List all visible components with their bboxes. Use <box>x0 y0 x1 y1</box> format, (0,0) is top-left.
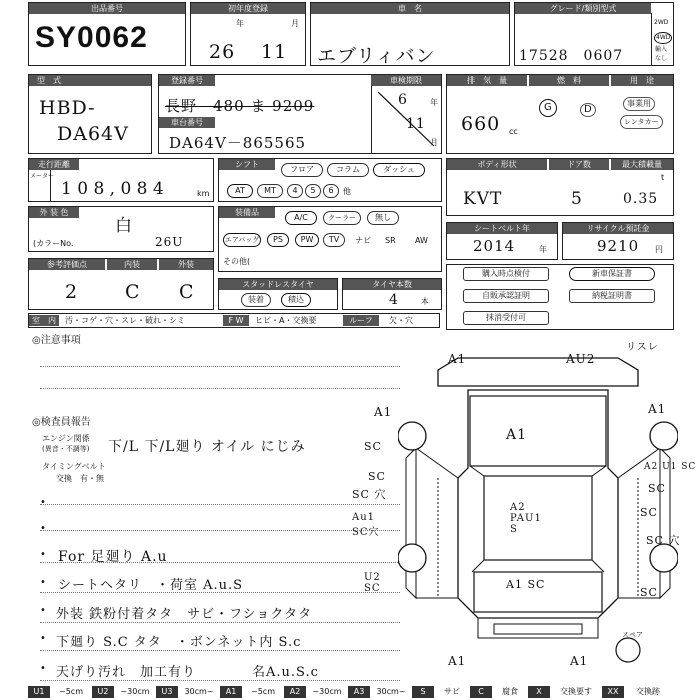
roof-panel <box>470 396 606 466</box>
studless-box <box>218 278 338 310</box>
legend-val-u2: ~30cm <box>114 686 156 698</box>
inspector-report-label: ◎検査員報告 <box>32 417 91 428</box>
studless-fitted: 装着 <box>241 293 271 307</box>
mileage-box <box>28 158 214 202</box>
shift-4: 4 <box>287 184 303 198</box>
roof-label: ルーフ <box>343 315 379 326</box>
meter-label: メーター <box>30 173 55 180</box>
doc-tax-certificate: 納税証明書 <box>569 289 655 303</box>
equip-tv: TV <box>323 233 345 247</box>
legend-val-a1: ~5cm <box>242 686 284 698</box>
drive-flags <box>651 13 673 65</box>
interior-bar-label: 室 内 <box>29 315 59 326</box>
first-reg-month: 11 <box>261 41 288 63</box>
body-type-value: KVT <box>463 189 503 209</box>
body-box <box>446 158 674 216</box>
inspection-month-label: 月 <box>430 138 438 147</box>
recycle-box <box>562 222 674 260</box>
mark-rear-left: A1 <box>374 405 393 419</box>
equipment-label: 装備品 <box>219 207 275 218</box>
mark-right-1: A2 U1 SC <box>644 462 697 472</box>
doc-dealer-approval: 自販承認証明 <box>463 289 549 303</box>
model-label: 型 式 <box>29 75 151 86</box>
fw-items: ヒビ・A・交換要 <box>255 316 317 325</box>
inspection-year-label: 年 <box>430 98 438 107</box>
exterior-grade-label: 外装 <box>159 259 213 270</box>
mark-center: A2 PAU1 S <box>510 502 542 535</box>
note-line-2: シートヘタリ ・荷室 A.u.S <box>58 578 244 593</box>
equip-ps: PS <box>267 233 289 247</box>
legend-val-c: 腐食 <box>492 686 528 698</box>
registration-box <box>158 74 442 154</box>
wheel-rear-left <box>398 422 426 450</box>
load-unit: t <box>661 173 665 182</box>
seatbelt-value: 2014 <box>473 237 516 255</box>
legend-val-xx: 交換跡 <box>624 686 672 698</box>
model-value-line1: HBD- <box>39 97 96 119</box>
legend-key-c: C <box>470 686 492 698</box>
note-line-0a <box>40 504 400 505</box>
legend-key-s: S <box>412 686 434 698</box>
usage-rental: レンタカー <box>620 115 663 129</box>
seatbelt-box <box>446 222 558 260</box>
mark-right-2: SC <box>648 482 666 495</box>
shift-mt: MT <box>257 184 283 198</box>
note-rule-2 <box>40 592 400 593</box>
legend-val-a3: 30cm~ <box>370 686 412 698</box>
studless-label: スタッドレスタイヤ <box>219 279 337 290</box>
legend-key-xx: XX <box>602 686 624 698</box>
tire-count-value: 4 <box>389 292 399 308</box>
grade-label: グレード/類別型式 <box>515 3 651 14</box>
spare-label: スペア <box>622 631 643 639</box>
recycle-value: 9210 <box>597 237 640 255</box>
mark-top-left: A1 <box>448 352 467 366</box>
equip-other-label: その他( <box>223 257 251 266</box>
shift-at: AT <box>227 184 253 198</box>
load-value: 0.35 <box>623 191 659 207</box>
displacement-unit: cc <box>509 127 518 136</box>
shift-dash: ダッシュ <box>373 163 425 177</box>
equip-sr: SR <box>385 236 396 245</box>
equip-aw: AW <box>415 236 428 245</box>
seatbelt-label: シートベルト年 <box>447 223 557 234</box>
legend-key-a2: A2 <box>284 686 306 698</box>
legend-key-u2: U2 <box>92 686 114 698</box>
exterior-grade-value: C <box>179 281 195 303</box>
equip-pw: PW <box>295 233 319 247</box>
note-rule-3 <box>40 622 400 623</box>
front-bumper <box>478 618 598 638</box>
fw-label: F W <box>223 315 249 326</box>
doc-deregistration: 抹消受付可 <box>463 311 549 325</box>
usage-label: 用 途 <box>611 75 673 86</box>
equip-cooler: クーラー <box>323 211 361 225</box>
mark-left-5: U2 SC <box>364 572 381 594</box>
equipment-box <box>218 206 442 272</box>
documents-area <box>446 264 674 330</box>
legend-val-x: 交換要す <box>550 686 602 698</box>
load-label: 最大積載量 <box>611 159 673 170</box>
bullet-1: • <box>40 497 46 508</box>
caution-line-2 <box>40 388 400 389</box>
meter-label-box <box>29 170 55 201</box>
mark-left-4: Au1 SC穴 <box>352 512 380 538</box>
spare-tire <box>616 638 640 662</box>
displacement-value: 660 <box>461 113 501 135</box>
note-rule-1 <box>40 562 400 563</box>
fuel-label: 燃 料 <box>529 75 609 86</box>
color-label: 外 装 色 <box>29 207 79 218</box>
left-side <box>406 448 416 598</box>
car-top-outline <box>438 358 638 386</box>
first-reg-year: 26 <box>209 41 236 63</box>
color-code-value: 26U <box>155 235 184 249</box>
legend-key-a3: A3 <box>348 686 370 698</box>
inspection-year: 6 <box>398 92 408 108</box>
roof-items: 欠・穴 <box>389 316 413 325</box>
shift-5: 5 <box>305 184 321 198</box>
legend-bar <box>28 686 674 698</box>
caution-label: ◎注意事項 <box>32 335 81 346</box>
color-value: 白 <box>115 216 133 236</box>
studless-loaded: 積込 <box>281 293 311 307</box>
doc-purchase-inspection: 購入時点検付 <box>463 267 549 281</box>
mark-bottom-left: A1 <box>448 654 467 668</box>
wheel-rear-right <box>650 422 678 450</box>
legend-val-a2: ~30cm <box>306 686 348 698</box>
shift-box <box>218 158 442 202</box>
lot-number-label: 出品番号 <box>29 3 185 14</box>
mark-front-center: A1 SC <box>506 578 546 591</box>
legend-val-u3: 30cm~ <box>178 686 220 698</box>
timing-belt-label: タイミングベルト <box>42 462 106 471</box>
shift-floor: フロア <box>281 163 323 177</box>
grade-value: 17528 0607 <box>519 48 624 64</box>
legend-val-s: サビ <box>434 686 470 698</box>
mark-roof: A1 <box>506 427 528 443</box>
legend-key-u3: U3 <box>156 686 178 698</box>
bullet-2: • <box>40 523 46 534</box>
interior-bar-items: 汚・コゲ・穴・スレ・破れ・シミ <box>65 316 185 325</box>
shift-6: 6 <box>323 184 339 198</box>
seatbelt-unit: 年 <box>539 245 547 254</box>
flag-2wd: 2WD <box>654 19 669 26</box>
first-reg-label: 初年度登録 <box>191 3 305 14</box>
engine-note: 下/L 下/L廻り オイル にじみ <box>108 439 306 455</box>
note-line-4: 下廻り S.C タタ ・ボンネット内 S.c <box>56 635 302 650</box>
bullet-3: • <box>40 549 46 560</box>
caution-line-1 <box>40 366 400 367</box>
shift-label: シフト <box>219 159 275 170</box>
note-rule-5 <box>40 680 400 681</box>
reg-value: 長野 480 ま 9209 <box>165 97 315 115</box>
timing-belt-sub: 交換 有・無 <box>56 474 104 483</box>
mileage-unit: km <box>197 189 210 198</box>
reg-label: 登録番号 <box>159 75 215 86</box>
legend-key-a1: A1 <box>220 686 242 698</box>
equip-none: 無し <box>367 211 399 225</box>
car-name: エブリィバン <box>317 45 436 67</box>
mileage-label: 走行距離 <box>29 159 79 170</box>
flag-import: 輸入 <box>655 46 668 53</box>
mark-top-right-note: リスレ <box>626 342 659 353</box>
mileage-value: 1 0 8 , 0 8 4 <box>61 179 164 199</box>
mark-right-3: SC <box>640 506 658 519</box>
engine-note-sub: (異音・不調等) <box>42 445 90 453</box>
interior-grade-value: C <box>125 281 141 303</box>
car-name-box <box>310 2 510 66</box>
inspection-label: 車検期限 <box>371 75 441 86</box>
mark-bottom-right: A1 <box>570 654 589 668</box>
mark-left-3: SC 穴 <box>352 488 387 501</box>
color-box <box>28 206 214 252</box>
chassis-value: DA64V－865565 <box>169 134 307 152</box>
bullet-4: • <box>40 577 46 588</box>
lot-number: SY0062 <box>35 21 148 54</box>
legend-val-u1: ~5cm <box>50 686 92 698</box>
bullet-5: • <box>40 605 46 616</box>
doors-label: ドア数 <box>549 159 609 170</box>
inspection-month: 11 <box>406 116 426 132</box>
bullet-6: • <box>40 633 46 644</box>
tire-count-unit: 本 <box>421 297 429 306</box>
body-type-label: ボディ形状 <box>447 159 547 170</box>
equip-navi: ナビ <box>355 236 371 245</box>
doc-warranty: 新車保証書 <box>569 267 655 281</box>
car-name-label: 車 名 <box>311 3 509 14</box>
grades-box <box>28 258 214 310</box>
note-rule-4 <box>40 650 400 651</box>
fuel-d: D <box>580 103 596 117</box>
tire-count-box <box>342 278 442 310</box>
legend-key-u1: U1 <box>28 686 50 698</box>
engine-box <box>446 74 674 154</box>
displacement-label: 排 気 量 <box>447 75 527 86</box>
note-line-3: 外装 鉄粉付着タタ サビ・フショクタタ <box>56 607 313 622</box>
mark-right-4: SC 穴 <box>646 534 681 547</box>
recycle-unit: 円 <box>655 245 663 254</box>
equip-ac: A/C <box>285 211 317 225</box>
first-reg-month-label: 月 <box>291 19 299 28</box>
engine-note-label: エンジン関係 <box>42 434 90 443</box>
mark-left-2: SC <box>368 470 386 483</box>
equip-airbag: エアバッグ <box>223 233 261 247</box>
model-box <box>28 74 152 154</box>
note-line-5: 天げり汚れ 加工有り 名A.u.S.c <box>56 665 319 680</box>
mark-left-1: SC <box>364 440 382 453</box>
shift-column: コラム <box>327 163 369 177</box>
note-line-1: For 足廻り A.u <box>58 549 168 565</box>
legend-key-x: X <box>528 686 550 698</box>
flag-4wd: 4WD <box>654 32 672 44</box>
wheel-front-right <box>650 544 678 572</box>
tire-count-label: タイヤ本数 <box>343 279 441 290</box>
grille <box>494 624 582 634</box>
interior-grade-label: 内装 <box>107 259 157 270</box>
shift-other: 他 <box>343 187 351 196</box>
flag-none: なし <box>655 55 668 62</box>
model-value-line2: DA64V <box>57 123 129 145</box>
first-reg-year-label: 年 <box>236 19 244 28</box>
ref-grade-value: 2 <box>65 281 79 303</box>
inspection-area <box>371 86 441 153</box>
note-line-0b <box>40 530 400 531</box>
doors-value: 5 <box>571 189 583 209</box>
ref-grade-label: 参考評価点 <box>29 259 105 270</box>
wheel-front-left <box>398 544 426 572</box>
usage-business: 事業用 <box>623 97 655 111</box>
color-code-label: (カラーNo. <box>33 239 74 248</box>
bullet-7: • <box>40 663 46 674</box>
mark-rear-right: A1 <box>648 402 667 416</box>
first-registration-box <box>190 2 306 66</box>
chassis-label: 車台番号 <box>159 117 215 128</box>
recycle-label: リサイクル預託金 <box>563 223 673 234</box>
mark-right-5: SC <box>640 586 658 599</box>
grade-box <box>514 2 674 66</box>
mark-top-right: AU2 <box>566 352 596 366</box>
fuel-g: G <box>544 102 552 113</box>
interior-bar <box>28 313 440 328</box>
lot-number-box <box>28 2 186 66</box>
